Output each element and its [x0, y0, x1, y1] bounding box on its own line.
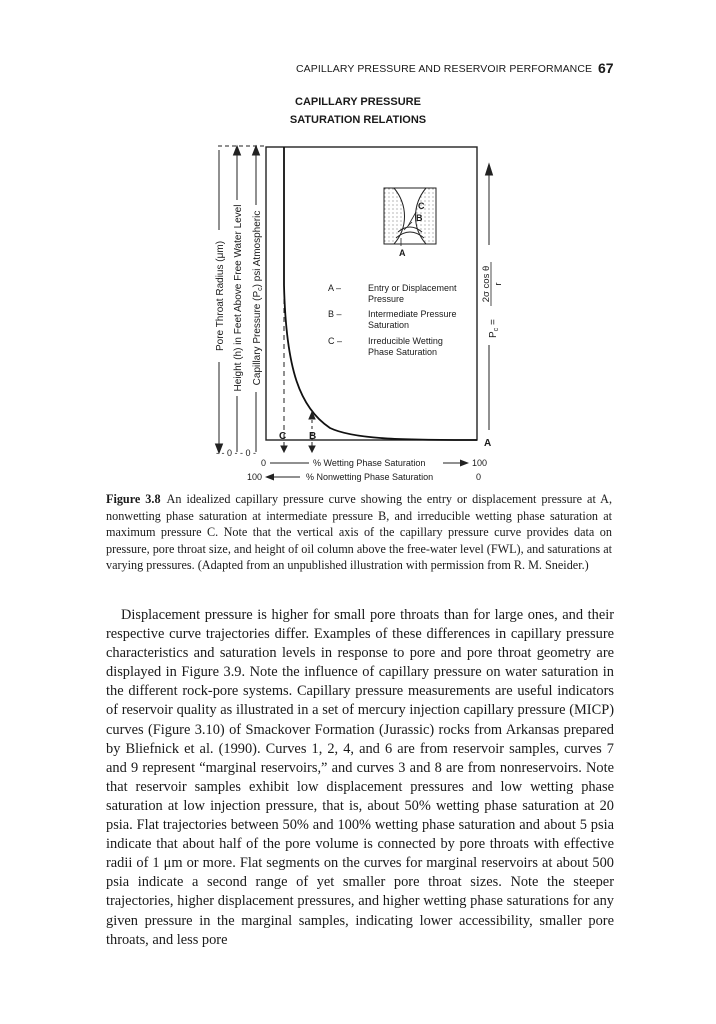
page-number: 67 [598, 60, 614, 76]
nonwetting-start: 100 [247, 472, 263, 482]
a-inset-label: A [399, 248, 406, 258]
nonwetting-label: % Nonwetting Phase Saturation [306, 472, 434, 482]
caption-label: Figure 3.8 [106, 492, 161, 506]
formula-denominator: r [493, 282, 504, 286]
legend-a-line-2: Pressure [368, 294, 405, 304]
figure-title-line-1: CAPILLARY PRESSURE [295, 96, 421, 108]
formula-numerator: 2σ cos θ [481, 265, 492, 303]
caption-text: An idealized capillary pressure curve showing the entry or displacement pressure at A, nonwetting phase saturation at intermediate pressure B, and irreducible wetting phase saturation at maximum pressure C. Note that the vertical axis of the capillary pressure curve provides data on pressure, pore throat size, and height of oil column above the free-water level (FWL), and saturations at varying pressures. (Adapted from an unpublished illustration with permission from R. M. Sneider.) [106, 492, 612, 573]
capillary-pressure-axis-label: Capillary Pressure $(P_c)$ psi Atmospheric [252, 210, 264, 386]
legend-c-line-1: Irreducible Wetting [368, 336, 443, 346]
axis-zero-label: - - 0 - - 0 - [216, 448, 256, 458]
b-point-label: B [309, 431, 317, 442]
svg-text:Pc =: $P_c$ = [488, 319, 500, 338]
capillary-pressure-formula [481, 262, 504, 338]
pore-throat-axis-label: Pore Throat Radius (μm) [215, 240, 226, 352]
legend [328, 283, 457, 357]
legend-key-a: A – [328, 283, 342, 293]
height-axis-label: Height (h) in Feet Above Free Water Level [233, 204, 244, 392]
body-paragraph: Displacement pressure is higher for small pore throats than for large ones, and their respective curve trajectories differ. Examples of these differences in capillary pressure characteristics and saturation levels in response to pore and pore throat geometry are displayed in Figure 3.9. Note the influence of capillary pressure on water saturation in the different rock-pore systems. Capillary pressure measurements are useful indicators of reservoir quality as illustrated in a set of mercury injection capillary pressure (MICP) curves (Figure 3.10) of Smackover Formation (Jurassic) rocks from Arkansas prepared by Bliefnick et al. (1990). Curves 1, 2, 4, and 6 are from reservoir samples, curves 7 and 9 represent “marginal reservoirs,” and curves 3 and 8 are from nonreservoirs. Note that reservoir samples exhibit low displacement pressures and low wetting phase saturation at low injection pressure, that is, about 50% wetting phase saturation at 20 psia. Flat trajectories between 50% and 100% wetting phase saturation and about 5 psia indicate that about half of the pore volume is connected by pore throats with effective radii of 1 μm or more. Flat segments on the curves for marginal reservoirs at about 500 psia indicate a second range of yet smaller pore throat sizes. Note the steeper trajectories, higher displacement pressures, and higher wetting phase saturations for any given pressure in the marginal samples, indicating lower accessibility, smaller pore throats, and less pore [106, 607, 614, 948]
legend-key-c: C – [328, 336, 343, 346]
nonwetting-end: 0 [476, 472, 482, 482]
legend-b-line-1: Intermediate Pressure [368, 309, 457, 319]
nonwetting-saturation-axis [247, 472, 481, 482]
b-point-arrow-down [309, 446, 315, 452]
wetting-label: % Wetting Phase Saturation [313, 458, 426, 468]
figure-caption [106, 491, 612, 574]
pore-throat-inset [384, 188, 436, 246]
legend-c-line-2: Phase Saturation [368, 347, 438, 357]
wetting-end: 100 [472, 458, 488, 468]
c-inset-label: C [418, 201, 425, 211]
c-point-label: C [279, 431, 287, 442]
a-point-label: A [484, 438, 492, 449]
b-inset-label: B [416, 213, 423, 223]
figure-title-line-2: SATURATION RELATIONS [289, 114, 427, 126]
capillary-pressure-figure [0, 0, 716, 490]
wetting-start: 0 [261, 458, 267, 468]
legend-a-line-1: Entry or Displacement [368, 283, 457, 293]
legend-b-line-2: Saturation [368, 320, 410, 330]
running-header: CAPILLARY PRESSURE AND RESERVOIR PERFORMANCE [296, 63, 593, 75]
legend-key-b: B – [328, 309, 342, 319]
wetting-saturation-axis [261, 458, 487, 468]
c-point-arrow [281, 446, 287, 452]
